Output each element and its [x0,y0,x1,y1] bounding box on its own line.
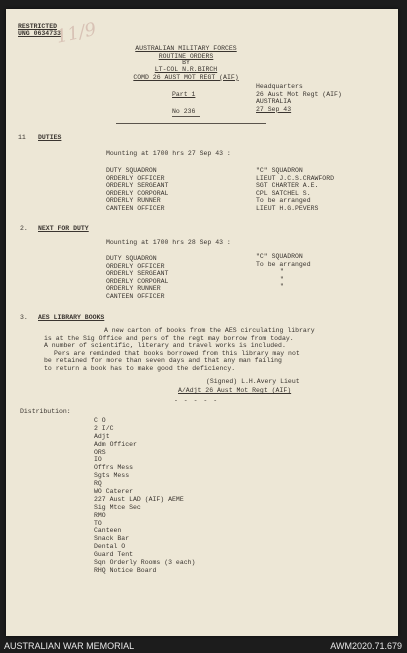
hq-line: Headquarters [256,83,303,90]
role: ORDERLY CORPORAL [106,189,169,197]
ditto-mark: " [280,268,284,276]
list-item: Sgts Mess [94,472,130,480]
section-number: 2. [20,225,28,232]
next-duty-assignees [256,253,311,291]
role: ORDERLY RUNNER [106,197,161,205]
by-label: BY [182,59,190,67]
doc-type: ROUTINE ORDERS [158,52,214,60]
role: ORDERLY OFFICER [106,174,165,182]
role: CANTEEN OFFICER [106,292,165,300]
list-item: TO [94,519,102,527]
assignee: To be arranged [256,197,311,205]
list-item: Sqn Orderly Rooms (3 each) [94,559,196,567]
handwritten-scrawl: 11/9 [54,18,99,48]
order-number: No 236 [172,108,196,115]
section-number: 11 [18,134,26,141]
list-item: RHQ Notice Board [94,566,157,574]
section-title-next-duty: NEXT FOR DUTY [38,225,89,232]
list-item: C O [94,417,106,424]
assignee: "C" SQUADRON [256,253,303,260]
next-duty-mounting: Mounting at 1700 hrs 28 Sep 43 : [106,239,231,246]
para-line: to return a book has to make good the deficiency. [44,364,236,372]
next-duty-roles [106,255,168,301]
footer-institution: AUSTRALIAN WAR MEMORIAL [4,641,135,651]
assignee: To be arranged [256,260,311,268]
org-name: AUSTRALIAN MILITARY FORCES [135,45,237,52]
footer-accession-number: AWM2020.71.679 [330,641,402,651]
duties-assignees [256,167,334,213]
distribution-label: Distribution: [20,408,71,415]
list-item: ORS [94,448,106,456]
classification-mark: RESTRICTED [18,23,58,30]
list-item: Dental O [94,543,126,551]
reference-number: UNG 0634733 [18,30,61,37]
commander-name: LT-COL N.R.BIRCH [154,66,218,74]
document-page [6,9,398,636]
assignee: LIEUT J.C.S.CRAWFORD [256,174,335,182]
ditto-mark: " [280,275,284,283]
title-block [96,45,276,81]
role: ORDERLY SERGEANT [106,182,169,190]
para-line: A new carton of books from the AES circulating library [104,327,315,334]
part-label: Part 1 [172,91,196,98]
hq-line: 26 Aust Mot Regt (AIF) [256,90,342,98]
list-item: RQ [94,480,102,488]
role: ORDERLY CORPORAL [106,277,169,285]
assignee: SGT CHARTER A.E. [256,182,319,190]
section-title-library: AES LIBRARY BOOKS [38,314,105,321]
para-line: is at the Sig Office and pers of the regt may borrow from today. [44,334,294,342]
role: DUTY SQUADRON [106,255,157,262]
list-item: Guard Tent [94,551,134,559]
assignee: "C" SQUADRON [256,167,303,174]
list-item: Sig Mtce Sec [94,503,141,511]
duties-mounting: Mounting at 1700 hrs 27 Sep 43 : [106,150,231,157]
ditto-mark: " [280,283,284,291]
list-item: Snack Bar [94,535,130,543]
list-item: 2 I/C [94,424,114,432]
list-item: WO Caterer [94,488,134,496]
role: CANTEEN OFFICER [106,204,165,212]
list-item: Adm Officer [94,440,137,448]
role: ORDERLY OFFICER [106,262,165,270]
para-line: A number of scientific, literary and travel works is included. [44,342,286,350]
archive-footer [0,640,407,653]
signature-title: A/Adjt 26 Aust Mot Regt (AIF) [178,387,292,394]
section-title-duties: DUTIES [38,134,62,141]
assignee: LIEUT H.G.PEVERS [256,204,319,212]
command-title: COMD 26 AUST MOT REGT (AIF) [133,73,239,81]
role: DUTY SQUADRON [106,167,157,174]
role: ORDERLY SERGEANT [106,270,169,278]
list-item: 227 Aust LAD (AIF) AEME [94,495,184,503]
list-item: RMO [94,511,106,519]
role: ORDERLY RUNNER [106,285,161,293]
signature-dashes: - - - - - [174,397,219,404]
signature-line: (Signed) L.H.Avery Lieut [206,378,300,385]
distribution-list [94,417,195,575]
section-number: 3. [20,314,28,321]
list-item: Adjt [94,432,110,440]
hq-block [256,83,342,113]
list-item: IO [94,456,102,464]
list-item: Canteen [94,527,122,535]
number-underline [172,116,200,117]
hq-date: 27 Sep 43 [256,105,292,113]
list-item: Offrs Mess [94,464,134,472]
header-rule [116,123,266,124]
duties-roles [106,167,168,213]
para-line: Pers are reminded that books borrowed from this library may not [54,349,300,357]
assignee: CPL SATCHEL S. [256,189,311,197]
hq-line: AUSTRALIA [256,98,292,106]
library-paragraph [44,327,315,373]
para-line: be retained for more than seven days and that any man failing [44,357,282,365]
